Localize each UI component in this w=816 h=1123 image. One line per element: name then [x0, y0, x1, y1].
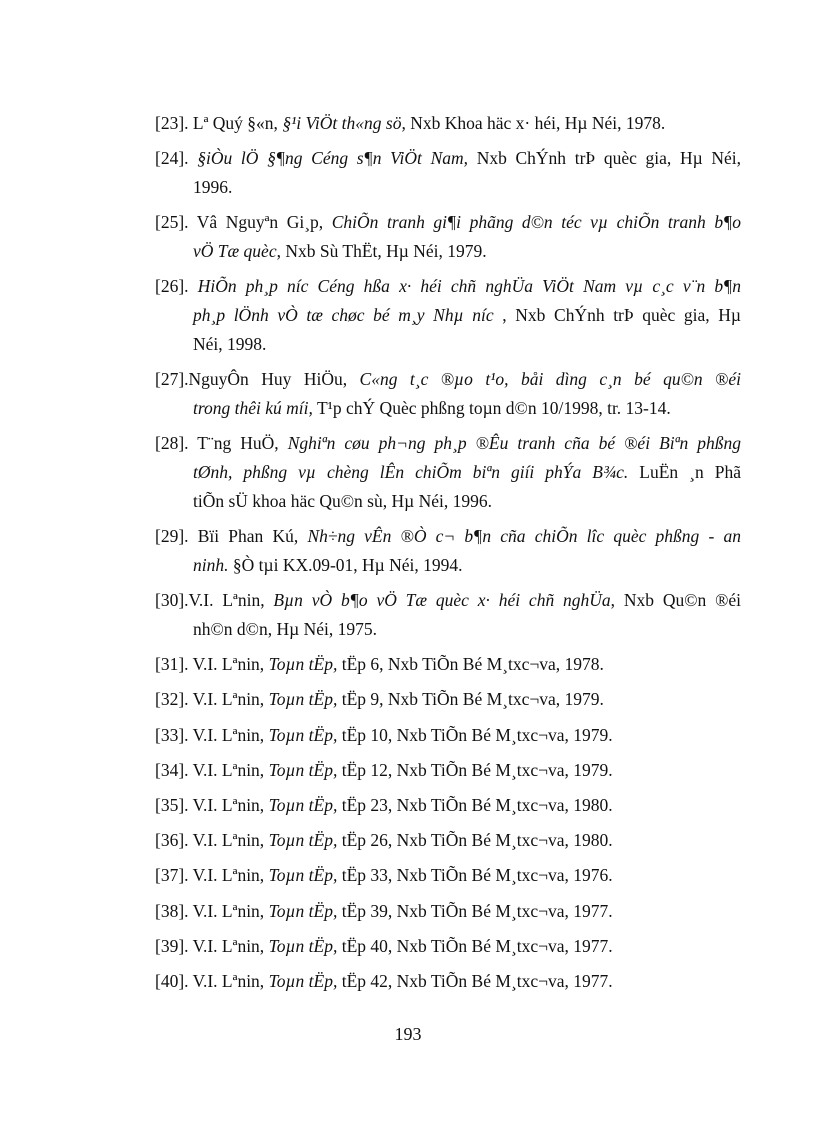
reference-text: 1996. [193, 177, 233, 198]
reference-number: [23]. [155, 113, 189, 133]
reference-text: Nxb Khoa häc x· héi, Hµ Néi, 1978. [405, 113, 666, 133]
reference-title-text: trong thêi kú míi, [193, 398, 313, 419]
reference-number: [31]. [155, 654, 189, 675]
reference-text: V.I. Lªnin, [188, 654, 269, 675]
reference-line [155, 551, 741, 580]
reference-number: [34]. [155, 759, 189, 780]
reference-text: tËp 40, Nxb TiÕn Bé M¸txc¬va, 1977. [337, 935, 613, 956]
reference-line [155, 237, 741, 266]
reference-text [189, 276, 198, 296]
reference-text: tËp 9, Nxb TiÕn Bé M¸txc¬va, 1979. [337, 689, 604, 710]
reference-line [155, 458, 741, 487]
reference-item [155, 685, 741, 714]
reference-item [155, 586, 741, 644]
reference-item [155, 932, 741, 961]
reference-number: [40]. [155, 970, 189, 991]
reference-text: , Nxb ChÝnh trÞ quèc gia, Hµ [502, 305, 741, 326]
reference-title-text: ph¸p lÖnh vÒ tæ chøc bé m¸y Nhµ níc [193, 305, 503, 326]
reference-item [155, 109, 741, 138]
reference-text: V.I. Lªnin, [188, 900, 269, 921]
reference-title-text: Toµn tËp, [268, 900, 338, 921]
reference-number: [36]. [155, 830, 189, 851]
reference-text: V.I. Lªnin, [188, 590, 274, 611]
reference-number: [38]. [155, 900, 189, 921]
reference-text: V.I. Lªnin, [188, 830, 269, 851]
reference-text: tËp 23, Nxb TiÕn Bé M¸txc¬va, 1980. [337, 794, 613, 815]
reference-line [155, 932, 741, 961]
reference-item [155, 826, 741, 855]
reference-line [155, 144, 741, 173]
reference-text: V.I. Lªnin, [188, 724, 269, 745]
reference-item [155, 967, 741, 996]
reference-text: Néi, 1998. [193, 334, 267, 355]
reference-number: [37]. [155, 865, 189, 886]
reference-text: tiÕn sÜ khoa häc Qu©n sù, Hµ Néi, 1996. [193, 491, 492, 512]
reference-text: tËp 12, Nxb TiÕn Bé M¸txc¬va, 1979. [337, 759, 613, 780]
reference-item [155, 756, 741, 785]
reference-line [155, 791, 741, 820]
reference-text: LuËn ¸n Phã [628, 462, 741, 483]
reference-title-text: tØnh, phßng vµ chèng lÊn chiÕm biªn giíi phÝa B¾c. [193, 462, 629, 483]
reference-text [189, 148, 198, 168]
reference-line [155, 208, 741, 237]
reference-text: V.I. Lªnin, [188, 865, 269, 886]
reference-line [155, 861, 741, 890]
reference-text: , Nxb Sù ThËt, Hµ Néi, 1979. [276, 241, 487, 262]
reference-title-text: Toµn tËp, [268, 724, 338, 745]
reference-title-text: Bµn vÒ b¶o vÖ Tæ quèc x· héi chñ nghÜa [273, 590, 611, 611]
reference-title-text: §¹i ViÖt th«ng sö, [282, 113, 406, 133]
reference-list [155, 109, 741, 1002]
reference-line [155, 109, 741, 138]
reference-item [155, 721, 741, 750]
reference-line [155, 756, 741, 785]
reference-title-text: Toµn tËp, [268, 865, 338, 886]
reference-title-text: Nghiªn cøu ph¬ng ph¸p ®Êu tranh cña bé ®éi Biªn phßng [287, 433, 741, 454]
reference-text: T¨ng HuÖ, [188, 433, 288, 454]
reference-line [155, 586, 741, 615]
reference-text: V.I. Lªnin, [188, 689, 269, 710]
reference-title-text: Toµn tËp, [268, 654, 338, 675]
reference-item [155, 272, 741, 359]
reference-text: Vâ Nguyªn Gi¸p, [188, 212, 332, 233]
reference-title-text: vÖ Tæ quèc [193, 241, 277, 262]
reference-item [155, 429, 741, 516]
reference-text: Bïi Phan Kú, [188, 526, 308, 547]
reference-line [155, 615, 741, 644]
reference-item [155, 791, 741, 820]
reference-text: tËp 33, Nxb TiÕn Bé M¸txc¬va, 1976. [337, 865, 613, 886]
reference-text: tËp 39, Nxb TiÕn Bé M¸txc¬va, 1977. [337, 900, 613, 921]
reference-line [155, 330, 741, 359]
reference-text: Nxb ChÝnh trÞ quèc gia, Hµ Néi, [468, 148, 742, 169]
reference-item [155, 208, 741, 266]
reference-line [155, 365, 741, 394]
reference-item [155, 365, 741, 423]
reference-number: [24]. [155, 148, 189, 169]
reference-text: V.I. Lªnin, [188, 935, 269, 956]
reference-item [155, 897, 741, 926]
reference-line [155, 394, 741, 423]
reference-text: NguyÔn Huy HiÖu, [188, 369, 360, 390]
reference-number: [32]. [155, 689, 189, 710]
reference-line [155, 272, 741, 301]
reference-number: [26]. [155, 276, 189, 297]
reference-number: [30]. [155, 590, 189, 611]
reference-line [155, 967, 741, 996]
reference-number: [28]. [155, 433, 189, 454]
reference-title-text: Nh÷ng vÊn ®Ò c¬ b¶n cña chiÕn lîc quèc phßng - an [307, 526, 741, 547]
reference-text: tËp 10, Nxb TiÕn Bé M¸txc¬va, 1979. [337, 724, 613, 745]
reference-line [155, 429, 741, 458]
reference-text: V.I. Lªnin, [188, 794, 269, 815]
reference-title-text: C«ng t¸c ®µo t¹o, båi dìng c¸n bé qu©n ®éi [359, 369, 741, 390]
reference-item [155, 522, 741, 580]
reference-title-text: Toµn tËp, [268, 830, 338, 851]
reference-text: tËp 42, Nxb TiÕn Bé M¸txc¬va, 1977. [337, 970, 613, 991]
reference-title-text: Toµn tËp, [268, 794, 338, 815]
reference-item [155, 861, 741, 890]
reference-number: [29]. [155, 526, 189, 547]
reference-line [155, 173, 741, 202]
reference-line [155, 487, 741, 516]
reference-line [155, 650, 741, 679]
reference-text: T¹p chÝ Quèc phßng toµn d©n 10/1998, tr. 13-14. [312, 398, 671, 419]
reference-line [155, 301, 741, 330]
reference-line [155, 721, 741, 750]
reference-title-text: Toµn tËp, [268, 689, 338, 710]
reference-line [155, 826, 741, 855]
reference-number: [33]. [155, 724, 189, 745]
reference-line [155, 897, 741, 926]
reference-line [155, 685, 741, 714]
reference-title-text: HiÕn ph¸p níc Céng hßa x· héi chñ nghÜa ViÖt Nam vµ c¸c v¨n b¶n [197, 276, 742, 297]
reference-line [155, 522, 741, 551]
reference-title-text: ninh. [193, 555, 229, 576]
reference-title-text: Toµn tËp, [268, 935, 338, 956]
reference-number: [35]. [155, 794, 189, 815]
reference-title-text: Toµn tËp, [268, 759, 338, 780]
reference-item [155, 144, 741, 202]
reference-title-text: ChiÕn tranh gi¶i phãng d©n téc vµ chiÕn tranh b¶o [331, 212, 742, 233]
reference-text: tËp 6, Nxb TiÕn Bé M¸txc¬va, 1978. [337, 654, 604, 675]
reference-number: [27]. [155, 369, 189, 390]
reference-item [155, 650, 741, 679]
reference-text: , Nxb Qu©n ®éi [610, 590, 742, 611]
reference-text: tËp 26, Nxb TiÕn Bé M¸txc¬va, 1980. [337, 830, 613, 851]
reference-text: §Ò tµi KX.09-01, Hµ Néi, 1994. [228, 555, 463, 576]
reference-number: [39]. [155, 935, 189, 956]
reference-title-text: Toµn tËp, [268, 970, 338, 991]
reference-text: nh©n d©n, Hµ Néi, 1975. [193, 619, 377, 640]
reference-title-text: §iÒu lÖ §¶ng Céng s¶n ViÖt Nam, [197, 148, 469, 169]
reference-number: [25]. [155, 212, 189, 233]
page-number: 193 [394, 1024, 422, 1044]
reference-text: V.I. Lªnin, [188, 759, 269, 780]
reference-text: V.I. Lªnin, [188, 970, 269, 991]
reference-text: Lª Quý §«n, [188, 113, 283, 133]
